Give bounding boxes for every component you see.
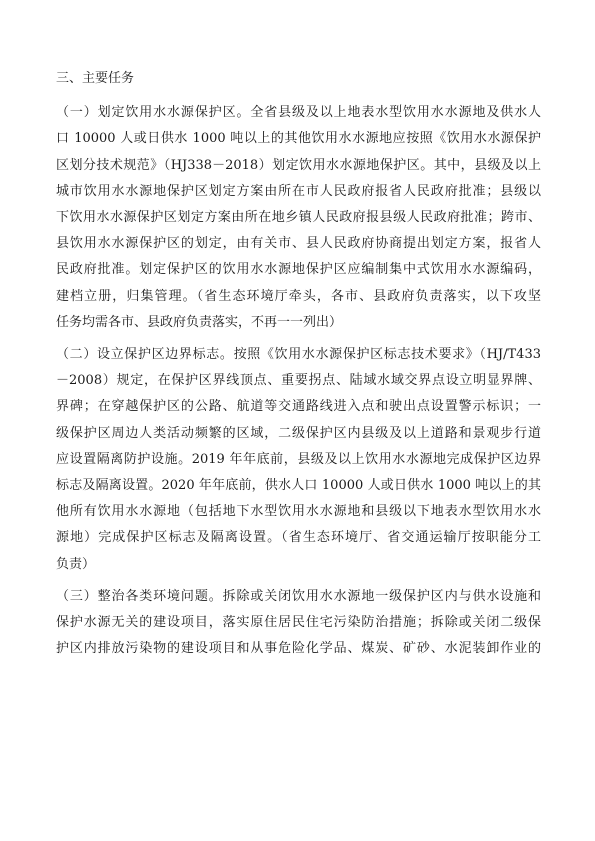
paragraph-line: （三）整治各类环境问题。拆除或关闭饮用水水源地一级保护区内与供水设施和 bbox=[56, 588, 541, 604]
paragraph-line: 保护水源无关的建设项目，落实原住居民住宅污染防治措施；拆除或关闭二级保 bbox=[56, 615, 541, 631]
paragraph-line: 口 10000 人或日供水 1000 吨以上的其他饮用水水源地应按照《饮用水水源保护 bbox=[56, 131, 541, 147]
paragraph-line: 任务均需各市、县政府负责落实，不再一一列出） bbox=[56, 314, 343, 330]
paragraph-line: 级保护区周边人类活动频繁的区域，二级保护区内县级及以上道路和景观步行道 bbox=[56, 425, 541, 441]
paragraph-line: 区划分技术规范》（HJ338－2018）划定饮用水水源地保护区。其中，县级及以上 bbox=[56, 157, 541, 173]
paragraph-line: －2008）规定，在保护区界线顶点、重要拐点、陆域水域交界点设立明显界牌、 bbox=[56, 373, 541, 389]
paragraph-1 bbox=[56, 100, 541, 336]
paragraph-line: 源地）完成保护区标志及隔离设置。（省生态环境厅、省交通运输厅按职能分工 bbox=[56, 530, 541, 546]
paragraph-line: 界碑；在穿越保护区的公路、航道等交通路线进入点和驶出点设置警示标识；一 bbox=[56, 399, 541, 415]
paragraph-line: 城市饮用水水源地保护区划定方案由所在市人民政府报省人民政府批准；县级以 bbox=[56, 183, 541, 199]
paragraph-line: 民政府批准。划定保护区的饮用水水源地保护区应编制集中式饮用水水源编码， bbox=[56, 262, 541, 278]
paragraph-line: 护区内排放污染物的建设项目和从事危险化学品、煤炭、矿砂、水泥装卸作业的 bbox=[56, 641, 541, 657]
paragraph-line: 建档立册，归集管理。（省生态环境厅牵头，各市、县政府负责落实，以下攻坚 bbox=[56, 288, 541, 304]
paragraph-line: 他所有饮用水水源地（包括地下水型饮用水水源地和县级以下地表水型饮用水水 bbox=[56, 504, 541, 520]
document-body bbox=[56, 66, 541, 668]
paragraph-3 bbox=[56, 584, 541, 663]
paragraph-line: （二）设立保护区边界标志。按照《饮用水水源保护区标志技术要求》（HJ/T433 bbox=[56, 347, 541, 363]
paragraph-line: 应设置隔离防护设施。2019 年年底前，县级及以上饮用水水源地完成保护区边界 bbox=[56, 451, 541, 467]
paragraph-line: 负责） bbox=[56, 556, 96, 572]
section-heading: 三、主要任务 bbox=[56, 71, 135, 86]
paragraph-2 bbox=[56, 342, 541, 578]
paragraph-line: 下饮用水水源保护区划定方案由所在地乡镇人民政府报县级人民政府批准；跨市、 bbox=[56, 210, 541, 226]
paragraph-line: （一）划定饮用水水源保护区。全省县级及以上地表水型饮用水水源地及供水人 bbox=[56, 105, 541, 121]
paragraph-line: 标志及隔离设置。2020 年年底前，供水人口 10000 人或日供水 1000 吨以上的其 bbox=[56, 478, 541, 494]
paragraph-line: 县饮用水水源保护区的划定，由有关市、县人民政府协商提出划定方案，报省人 bbox=[56, 236, 541, 252]
